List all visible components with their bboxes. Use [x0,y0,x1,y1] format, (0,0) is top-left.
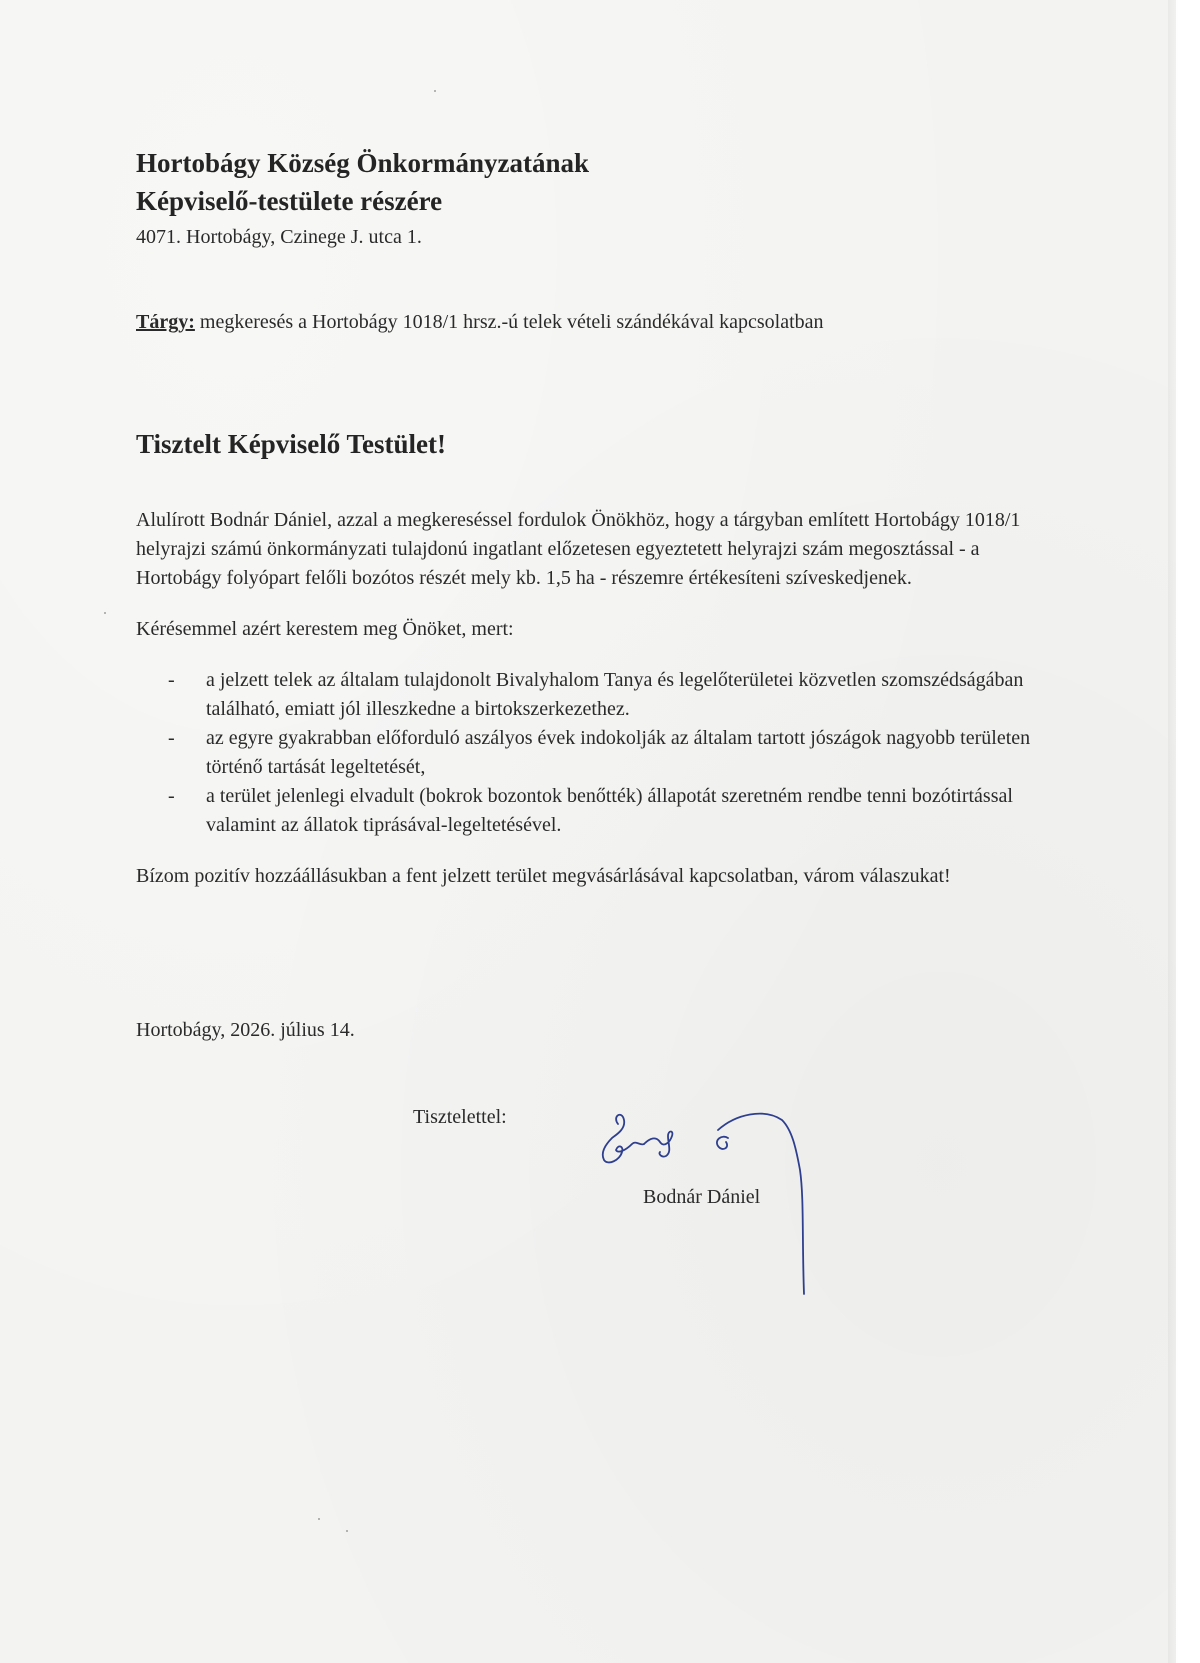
bullet-dash: - [168,727,175,749]
reason-text: a terület jelenlegi elvadult (bokrok bozontok benőtték) állapotát szeretném rendbe tenni bozótirtással valamint az állatok tiprásával-legeltetésével. [206,785,1013,836]
recipient-address: 4071. Hortobágy, Czinege J. utca 1. [136,226,422,248]
subject-line [136,308,824,336]
list-item [136,724,1036,782]
list-item [136,666,1036,724]
recipient-name: Hortobágy Község Önkormányzatának [136,148,590,178]
reasons-intro: Kérésemmel azért kerestem meg Önöket, mert: [136,618,514,640]
paper-speck [318,1518,320,1520]
signature-stroke-initial [603,1115,644,1163]
place-date: Hortobágy, 2026. július 14. [136,1019,355,1041]
paper-speck [434,90,436,92]
signature-stroke-loop [717,1137,728,1149]
subject-label: Tárgy: [136,311,195,333]
closing-paragraph: Bízom pozitív hozzáállásukban a fent jelzett terület megvásárlásával kapcsolatban, várom válaszukat! [136,865,951,887]
recipient-body: Képviselő-testülete részére [136,186,443,216]
signer-name: Bodnár Dániel [643,1186,761,1208]
closing-salutation: Tisztelettel: [413,1106,507,1128]
bullet-dash: - [168,669,175,691]
signature-stroke-middle [644,1132,672,1157]
paper-edge-shadow [1168,0,1178,1663]
bullet-dash: - [168,785,175,807]
salutation: Tisztelt Képviselő Testület! [136,429,446,459]
reason-text: a jelzett telek az általam tulajdonolt Bivalyhalom Tanya és legelőterületei közvetlen szomszédságában található, emiatt jól illeszkedne a birtokszerkezethez. [206,669,1024,720]
paper-speck [346,1530,348,1532]
paper-speck [104,612,106,614]
letter-body [136,506,1036,913]
intro-paragraph: Alulírott Bodnár Dániel, azzal a megkereséssel fordulok Önökhöz, hogy a tárgyban említett Hortobágy 1018/1 helyrajzi számú önkormányzati tulajdonú ingatlant előzetesen egyeztetett helyrajzi szám megosztással - a Hortobágy folyópart felőli bozótos részét mely kb. 1,5 ha - részemre értékesíteni szíveskedjenek. [136,509,1021,589]
list-item [136,782,1036,840]
reason-text: az egyre gyakrabban előforduló aszályos évek indokolják az általam tartott jószágok nagyobb területen történő tartását legeltetését, [206,727,1031,778]
subject-text: megkeresés a Hortobágy 1018/1 hrsz.-ú telek vételi szándékával kapcsolatban [194,311,824,333]
reasons-list [136,666,1036,840]
recipient-block [136,144,589,252]
